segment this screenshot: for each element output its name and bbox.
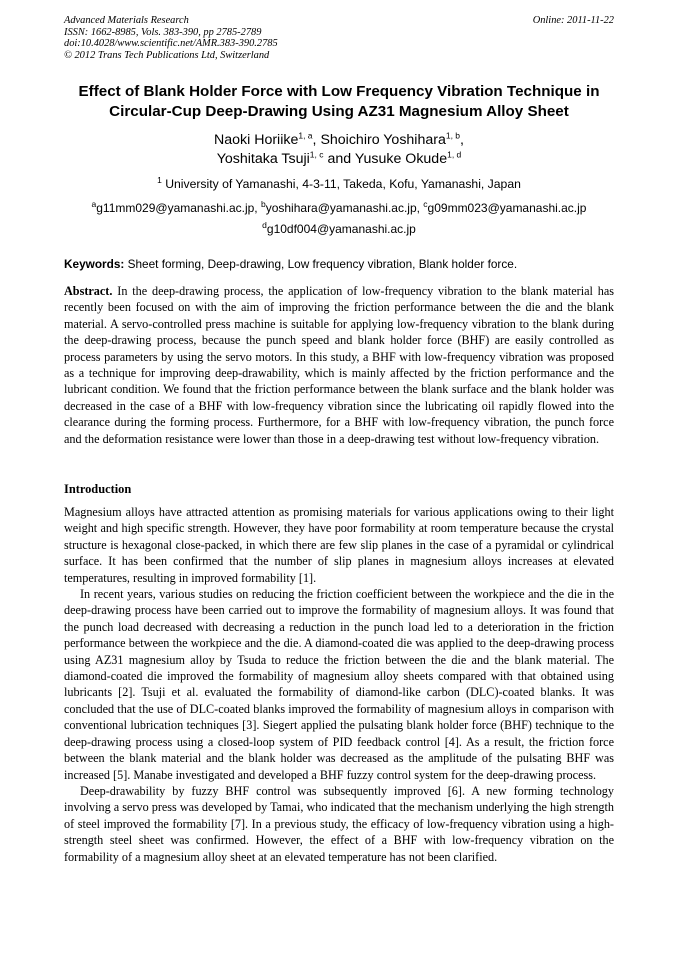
title-line-1: Effect of Blank Holder Force with Low Frequency Vibration Technique in bbox=[78, 83, 600, 100]
affiliation bbox=[40, 176, 638, 192]
email-line-1 bbox=[30, 198, 648, 219]
author-name: Yoshitaka Tsuji bbox=[216, 151, 310, 167]
doi-line[interactable]: doi:10.4028/www.scientific.net/AMR.383-390.2785 bbox=[64, 38, 278, 50]
email-list bbox=[30, 198, 648, 240]
email-superscript: a bbox=[91, 199, 97, 209]
author-separator: and bbox=[323, 151, 355, 167]
author-superscript: 1, d bbox=[447, 149, 462, 160]
keywords bbox=[64, 256, 624, 272]
email-link[interactable]: g11mm029@yamanashi.ac.jp, bbox=[96, 201, 261, 215]
issn-line: ISSN: 1662-8985, Vols. 383-390, pp 2785-2789 bbox=[64, 26, 262, 38]
affiliation-text: University of Yamanashi, 4-3-11, Takeda, Kofu, Yamanashi, Japan bbox=[161, 177, 521, 191]
author-line-2 bbox=[40, 150, 638, 169]
journal-name: Advanced Materials Research bbox=[64, 15, 189, 26]
abstract-label: Abstract. bbox=[64, 284, 113, 298]
title-line-2: Circular-Cup Deep-Drawing Using AZ31 Magnesium Alloy Sheet bbox=[109, 103, 569, 120]
journal-header bbox=[64, 15, 278, 61]
author-list bbox=[40, 131, 638, 169]
keywords-text: Sheet forming, Deep-drawing, Low frequency vibration, Blank holder force. bbox=[124, 257, 518, 271]
copyright-line: © 2012 Trans Tech Publications Ltd, Switzerland bbox=[64, 49, 270, 61]
section-heading-introduction: Introduction bbox=[64, 482, 132, 496]
author-separator: , bbox=[312, 132, 321, 148]
paragraph: Deep-drawability by fuzzy BHF control was subsequently improved [6]. A new forming technology involving a servo press was developed by Tamai, who indicated that the mechanism underlying the high strength of steel improved the formability [7]. In a previous study, the efficacy of low-frequency vibration using a high-strength steel sheet was confirmed. However, the effect of a BHF with low-frequency vibration on the formability of a magnesium alloy sheet at an elevated temperature has not been clarified. bbox=[64, 783, 614, 864]
affiliation-superscript: 1 bbox=[157, 174, 162, 185]
email-superscript: d bbox=[262, 220, 267, 230]
author-superscript: 1, b bbox=[445, 130, 461, 141]
author-superscript: 1, a bbox=[298, 130, 313, 141]
email-link[interactable]: yoshihara@yamanashi.ac.jp, bbox=[265, 201, 424, 215]
author-name: Shoichiro Yoshihara bbox=[320, 132, 446, 148]
abstract bbox=[64, 283, 614, 447]
paragraph: In recent years, various studies on reducing the friction coefficient between the workpiece and the die in the deep-drawing process have been carried out to improve the formability of magnesium alloys. It was found that the punch load decreased with decreasing a reduction in the punch load led to a deterioration in the friction performance between the workpiece and the die. A diamond-coated die was applied to the deep-drawing process using AZ31 magnesium alloy by Tsuda to reduce the friction between the die and the blank material. The diamond-coated die improved the formability of magnesium alloy sheets compared with that obtained using lubricants [2]. Tsuji et al. evaluated the formability of diamond-like carbon (DLC)-coated blanks. It was concluded that the use of DLC-coated blanks improved the formability of magnesium alloys in comparison with conventional lubrication techniques [3]. Siegert applied the pulsating blank holder force (BHF) technique to the deep-drawing process using a closed-loop system of PID feedback control [4]. As a result, the friction force between the blank material and the blank holder was decreased as the amplitude of the pulsating BHF was increased [5]. Manabe investigated and developed a BHF fuzzy control system for the deep-drawing process. bbox=[64, 587, 614, 782]
author-name: Yusuke Okude bbox=[354, 151, 448, 167]
author-line-1 bbox=[40, 131, 638, 150]
email-line-2 bbox=[30, 219, 648, 240]
email-link[interactable]: g09mm023@yamanashi.ac.jp bbox=[427, 201, 587, 215]
email-superscript: c bbox=[423, 199, 428, 209]
keywords-label: Keywords: bbox=[64, 257, 125, 271]
email-link[interactable]: g10df004@yamanashi.ac.jp bbox=[266, 222, 416, 236]
paragraph: Magnesium alloys have attracted attention as promising materials for various applications owing to their light weight and high specific strength. However, they have poor formability at room temperature because the crystal structure is hexagonal close-packed, in which there are few slip planes in the case of a pyramidal or cylindrical surface. It has been confirmed that the number of slip planes in magnesium alloys increases at elevated temperatures, resulting in improved formability [1]. bbox=[64, 505, 614, 585]
author-separator: , bbox=[460, 132, 464, 148]
introduction-body bbox=[64, 504, 614, 865]
online-date: Online: 2011-11-22 bbox=[532, 15, 614, 26]
abstract-text: In the deep-drawing process, the application of low-frequency vibration to the blank material has recently been focused on with the aim of improving the friction performance between the die and the blank material. A servo-controlled press machine is suitable for applying low-frequency vibration to the blank during the deep-drawing process, because the punch speed and blank holder force (BHF) are easily controlled as process parameters by using the servo motors. In this study, a BHF with low-frequency vibration was proposed as a technique for improving deep-drawability, which is mainly affected by the friction performance and the lubricant condition. We found that the friction performance between the blank surface and the blank holder was decreased in the case of a BHF with low-frequency vibration since the lubricating oil rapidly flowed into the clearance during the forming process. Furthermore, for a BHF with low-frequency vibration, the punch force and the deformation resistance were lower than those in a deep-drawing test without low-frequency vibration. bbox=[64, 284, 614, 446]
email-superscript: b bbox=[260, 199, 266, 209]
author-superscript: 1, c bbox=[309, 149, 324, 160]
paper-title bbox=[40, 82, 638, 122]
author-name: Naoki Horiike bbox=[213, 132, 299, 148]
